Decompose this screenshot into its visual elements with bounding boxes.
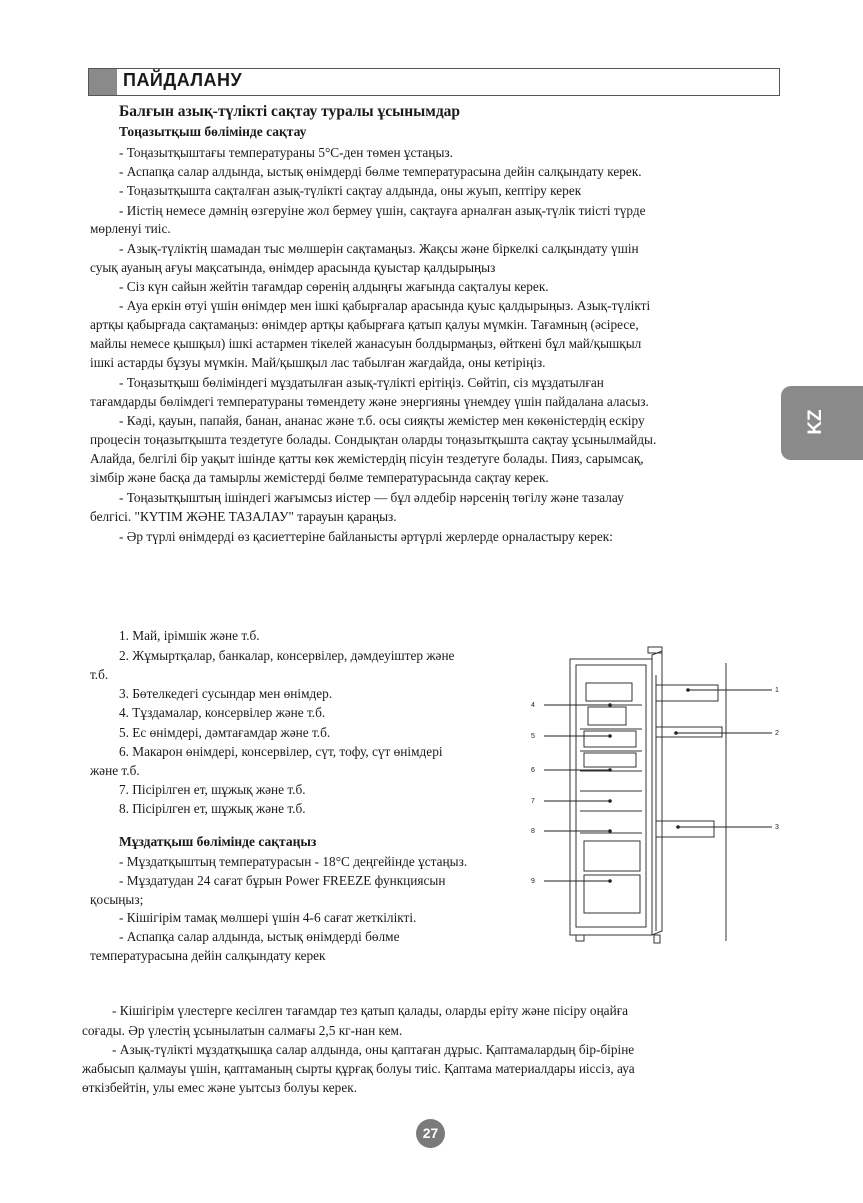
text-line: - Сіз күн сайын жейтін тағамдар сөренің алдыңғы жағында сақталуы керек.	[119, 279, 549, 294]
text-line: қосыңыз;	[90, 892, 144, 907]
list-item: 5. Ес өнімдері, дәмтағамдар және т.б.	[119, 725, 331, 740]
text-line: майлы немесе қышқыл) ішкі астармен тікелей жанасуын болдырмаңыз, өйткені бұл май/қышқыл	[90, 336, 642, 351]
text-line: - Мұздатқыштың температурасын - 18°C деңгейінде ұстаңыз.	[119, 854, 468, 869]
text-line: Алайда, белгілі бір уақыт ішінде қатты көк жемістердің пісуін тездетуге болады. Пияз, сарымсақ,	[90, 451, 644, 466]
text-line: процесін тоңазытқышта тездетуге болады. Сондықтан оларды тоңазытқышта сақтау ұсынылмайды.	[90, 432, 657, 447]
text-line: - Иістің немесе дәмнің өзгеруіне жол бермеу үшін, сақтауға арналған азық-түлік тиісті түрде	[119, 203, 646, 218]
text-line: - Әр түрлі өнімдерді өз қасиеттеріне байланысты әртүрлі жерлерде орналастыру керек:	[119, 529, 613, 544]
label-7: 7	[531, 798, 535, 805]
label-4: 4	[531, 702, 535, 709]
text-line: - Азық-түлікті мұздатқышқа салар алдында, оны қаптаған дұрыс. Қаптамалардың бір-біріне	[112, 1042, 635, 1057]
text-line: тағамдарды бөлімдегі температураны төмендету және энергияны үнемдеу үшін пайдалана аласыз.	[90, 394, 649, 409]
text-line: - Аспапқа салар алдында, ыстық өнімдерді бөлме	[119, 929, 400, 944]
section-title: Балғын азық-түлікті сақтау туралы ұсынымдар	[119, 103, 461, 120]
fridge-diagram	[528, 645, 788, 950]
page-number: 27	[416, 1119, 445, 1148]
header-title: ПАЙДАЛАНУ	[123, 70, 243, 90]
label-1: 1	[775, 687, 779, 694]
list-item: 7. Пісірілген ет, шұжық және т.б.	[119, 782, 306, 797]
list-item: 1. Май, ірімшік және т.б.	[119, 628, 260, 643]
text-line: - Тоңазытқыштағы температураны 5°C-ден төмен ұстаңыз.	[119, 145, 453, 160]
text-line: жабысып қалмауы үшін, қаптаманың сырты құрғақ болуы тиіс. Қаптама материалдары иіссіз, ауа	[82, 1061, 635, 1076]
label-2: 2	[775, 730, 779, 737]
language-tab	[781, 386, 863, 460]
text-line: - Ауа еркін өтуі үшін өнімдер мен ішкі қабырғалар арасында қуыс қалдырыңыз. Азық-түлікті	[119, 298, 651, 313]
language-tab-label: KZ	[805, 409, 826, 435]
text-line: белгісі. "КҮТІМ ЖӘНЕ ТАЗАЛАУ" тарауын қараңыз.	[90, 509, 397, 524]
text-line: өткізбейтін, улы емес және уытсыз болуы керек.	[82, 1080, 358, 1095]
text-line: - Кішігірім тамақ мөлшері үшін 4-6 сағат жеткілікті.	[119, 910, 417, 925]
text-line: мөрленуі тиіс.	[90, 221, 171, 236]
fridge-illustration	[528, 645, 788, 950]
text-line: ішкі астарды бұзуы мүмкін. Май/қышқыл лас табылған жағдайда, оны кетіріңіз.	[90, 355, 546, 370]
text-line: - Аспапқа салар алдында, ыстық өнімдерді бөлме температурасына дейін салқындату керек.	[119, 164, 642, 179]
text-line: - Мұздатудан 24 сағат бұрын Power FREEZE функциясын	[119, 873, 446, 888]
text-line: артқы қабырғада сақтамаңыз: өнімдер артқы қабырғаға қатып қалуы мүмкін. Тағамның (әсіресе,	[90, 317, 639, 332]
freezer-title: Мұздатқыш бөлімінде сақтаңыз	[119, 834, 317, 849]
text-line: - Кішігірім үлестерге кесілген тағамдар тез қатып қалады, оларды еріту және пісіру оңайға	[112, 1003, 629, 1018]
header-marker	[89, 69, 117, 95]
label-9: 9	[531, 878, 535, 885]
list-item: 3. Бөтелкедегі сусындар мен өнімдер.	[119, 686, 333, 701]
fridge-door	[652, 651, 662, 935]
text-line: суық ауаның ағуы мақсатында, өнімдер арасында қуыстар қалдырыңыз	[90, 260, 496, 275]
text-line: температурасына дейін салқындату керек	[90, 948, 326, 963]
list-item: 2. Жұмыртқалар, банкалар, консервілер, дәмдеуіштер және	[119, 648, 455, 663]
text-line: - Азық-түліктің шамадан тыс мөлшерін сақтамаңыз. Жақсы және біркелкі салқындату үшін	[119, 241, 639, 256]
text-line: - Тоңазытқыштың ішіндегі жағымсыз иістер — бұл әлдебір нәрсенің төгілу және тазалау	[119, 490, 624, 505]
section-subtitle: Тоңазытқыш бөлімінде сақтау	[119, 124, 307, 139]
list-item: және т.б.	[90, 763, 140, 778]
list-item: т.б.	[90, 667, 109, 682]
list-item: 4. Тұздамалар, консервілер және т.б.	[119, 705, 326, 720]
label-8: 8	[531, 828, 535, 835]
label-6: 6	[531, 767, 535, 774]
label-3: 3	[775, 824, 779, 831]
text-line: соғады. Әр үлестің ұсынылатын салмағы 2,5 кг-нан кем.	[82, 1023, 403, 1038]
label-5: 5	[531, 733, 535, 740]
list-item: 8. Пісірілген ет, шұжық және т.б.	[119, 801, 306, 816]
text-line: - Кәді, қауын, папайя, банан, ананас және т.б. осы сияқты жемістер мен көкөністердің ескіру	[119, 413, 645, 428]
text-line: - Тоңазытқышта сақталған азық-түлікті сақтау алдында, оны жуып, кептіру керек	[119, 183, 582, 198]
list-item: 6. Макарон өнімдері, консервілер, сүт, тофу, сүт өнімдері	[119, 744, 443, 759]
section-header	[88, 68, 780, 96]
text-line: - Тоңазытқыш бөліміндегі мұздатылған азық-түлікті ерітіңіз. Сөйтіп, сіз мұздатылған	[119, 375, 604, 390]
text-line: зімбір және басқа да тамырлы жемістерді бөлме температурасында сақтау керек.	[90, 470, 549, 485]
